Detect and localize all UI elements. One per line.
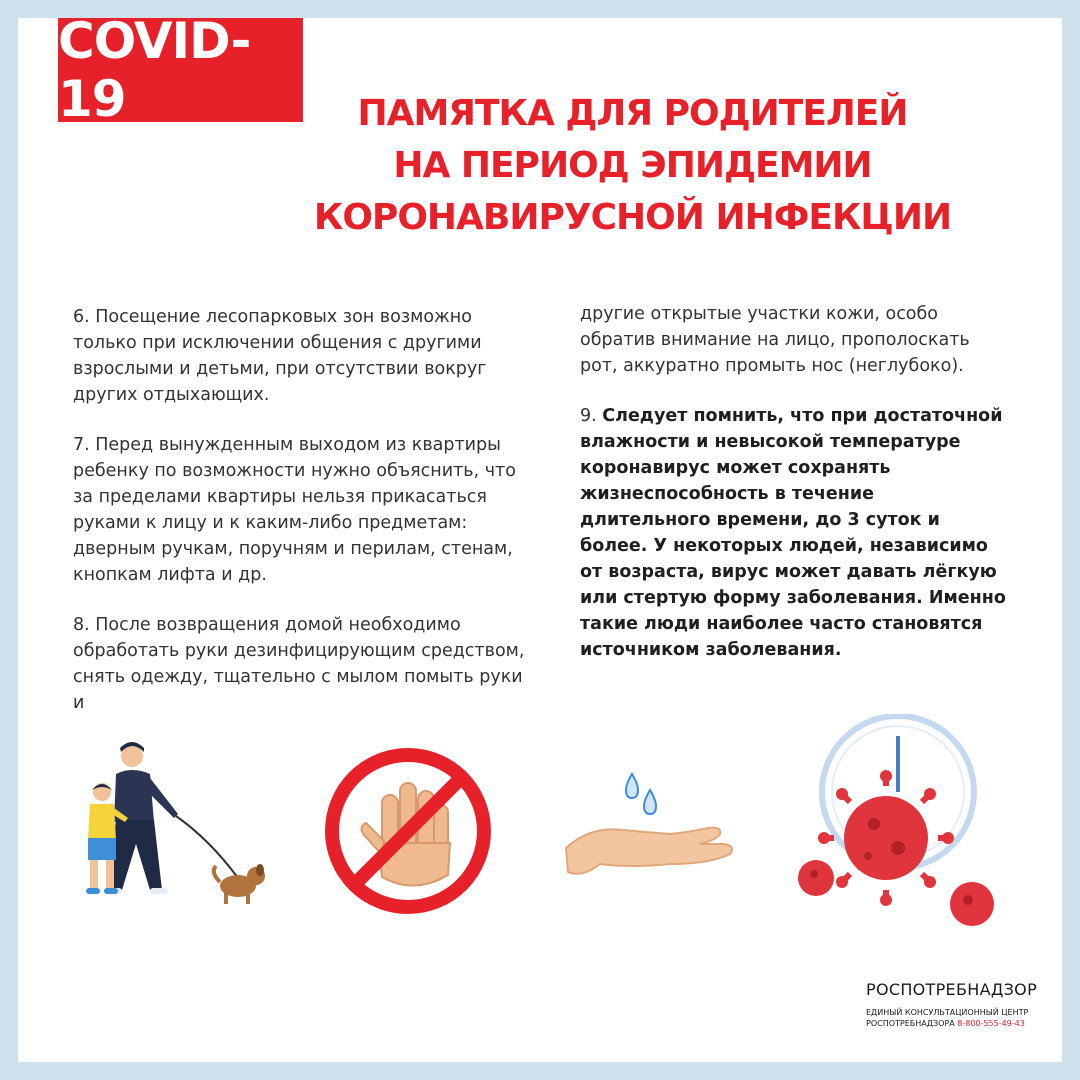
advice-item-7: 7. Перед вынужденным выходом из квартиры ребенку по возможности нужно объяснить, что за пределами квартиры нельзя прикасаться руками к лицу и к каким-либо предметам: дверным ручкам, поручням и перилам, стенам, кнопкам лифта и др. — [73, 435, 516, 585]
hand-drops-icon — [560, 768, 740, 888]
footer-logo — [866, 980, 1056, 1029]
right-column — [580, 301, 1010, 687]
clock-virus-icon — [790, 714, 1010, 938]
family-walking-dog-icon — [70, 740, 280, 910]
footer-org-name: РОСПОТРЕБНАДЗОР — [866, 980, 1038, 999]
advice-item-9 — [580, 403, 1010, 663]
advice-item-9-text: Следует помнить, что при достаточной влажности и невысокой температуре коронавирус может сохранять жизнеспособность в течение длительного времени, до 3 суток и более. У некоторых людей, независимо от возраста, вирус может давать лёгкую или стертую форму заболевания. Именно такие люди наиболее часто становятся источником заболевания. — [580, 406, 1006, 660]
title-line-2: НА ПЕРИОД ЭПИДЕМИИ — [393, 145, 872, 186]
advice-item-9-number: 9. — [580, 406, 597, 426]
footer-phone: 8-800-555-49-43 — [957, 1019, 1025, 1028]
advice-item-8-continued: другие открытые участки кожи, особо обратив внимание на лицо, прополоскать рот, аккуратно промыть нос (неглубоко). — [580, 304, 970, 376]
advice-item-8: 8. После возвращения домой необходимо обработать руки дезинфицирующим средством, снять одежду, тщательно с мылом помыть руки и — [73, 615, 525, 713]
no-touch-hand-icon — [322, 745, 494, 917]
title-line-3: КОРОНАВИРУСНОЙ ИНФЕКЦИИ — [313, 197, 952, 238]
covid-badge: COVID-19 — [58, 18, 303, 122]
left-column — [73, 304, 533, 740]
footer-line-2 — [866, 1018, 1056, 1029]
footer-line-1: ЕДИНЫЙ КОНСУЛЬТАЦИОННЫЙ ЦЕНТР — [866, 1008, 1029, 1017]
title-line-1: ПАМЯТКА ДЛЯ РОДИТЕЛЕЙ — [357, 93, 908, 134]
page-title — [300, 88, 965, 244]
advice-item-6: 6. Посещение лесопарковых зон возможно только при исключении общения с другими взрослыми и детьми, при отсутствии вокруг других отдыхающих. — [73, 307, 487, 405]
footer-line-2-text: РОСПОТРЕБНАДЗОРА — [866, 1019, 955, 1028]
